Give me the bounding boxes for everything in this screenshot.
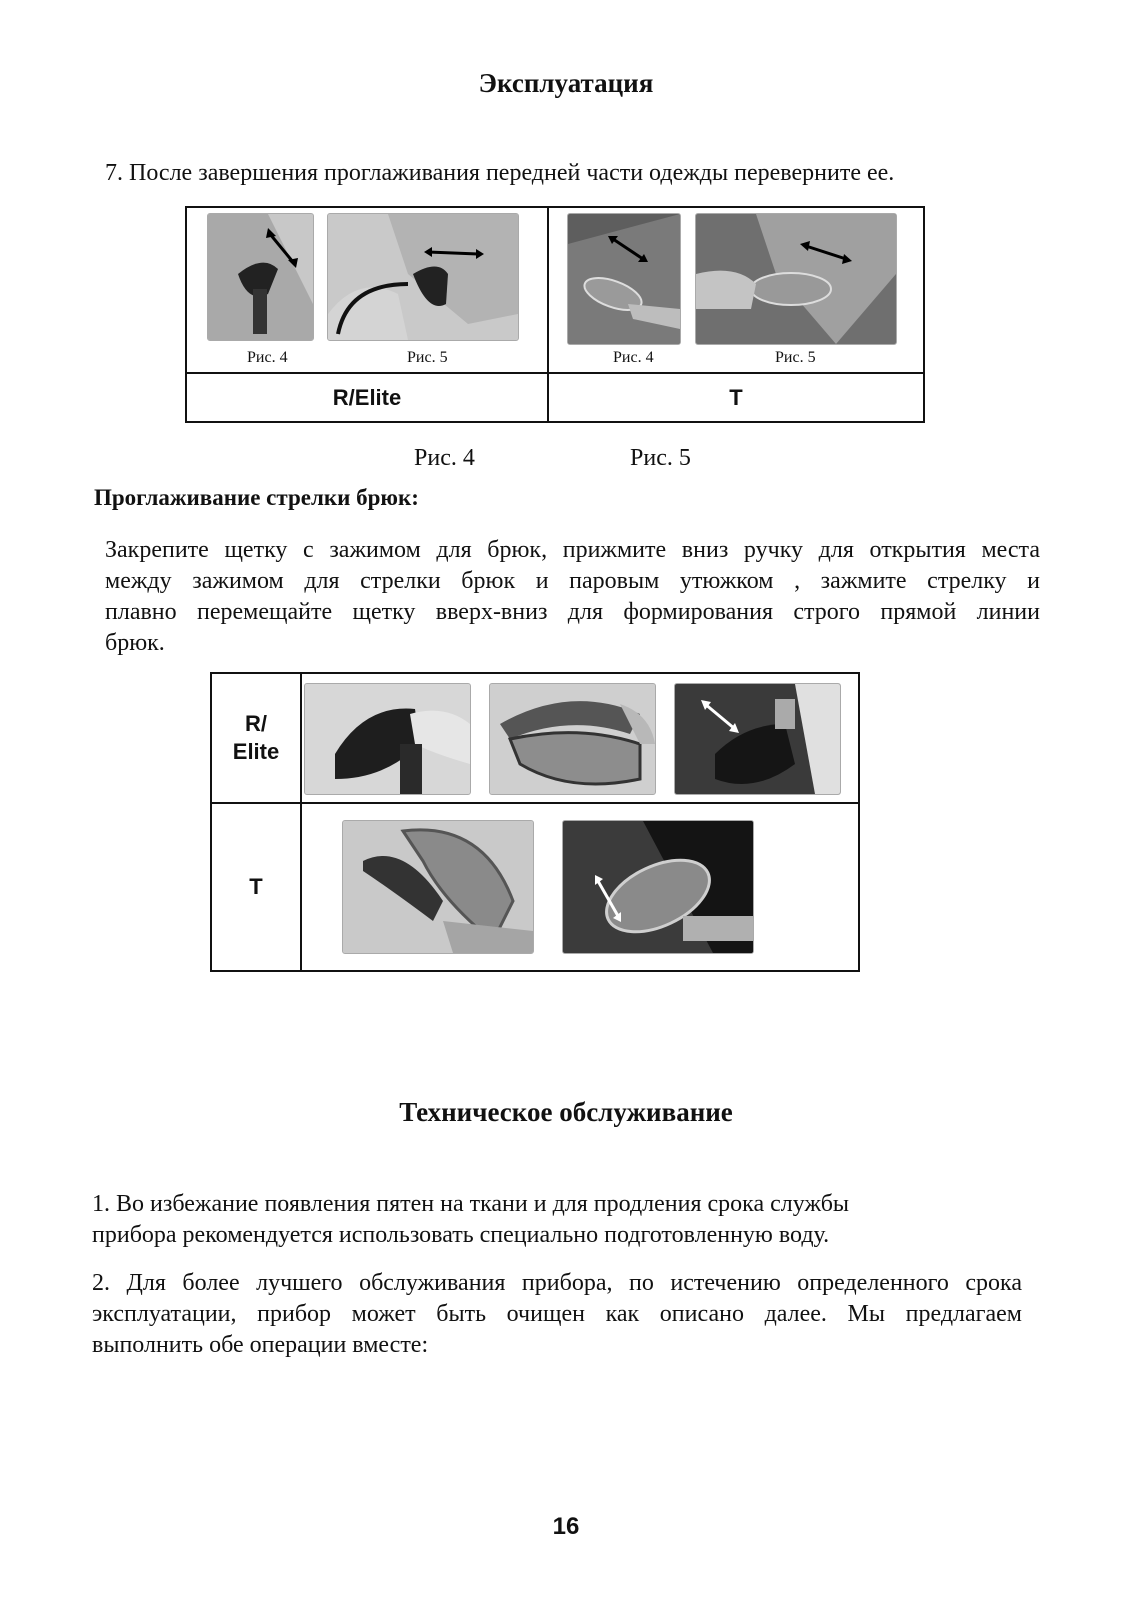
- paragraph-line: прибора рекомендуется использовать специально подготовленную воду.: [92, 1222, 830, 1248]
- section-title: Эксплуатация: [478, 68, 654, 98]
- step-7-text: 7. После завершения проглаживания передней части одежды переверните ее.: [105, 160, 895, 186]
- figure-table-2: [210, 672, 860, 972]
- caption-fig5-t: Рис. 5: [775, 349, 816, 366]
- photo-row-t: [301, 803, 859, 971]
- paragraph-line: брюк.: [105, 630, 165, 656]
- model-label-r-elite: R/Elite: [186, 373, 548, 422]
- photo-cell-r-elite: [186, 207, 548, 373]
- photo-fig4-t: [567, 213, 681, 345]
- photo-fig5-t: [695, 213, 897, 345]
- photo-row-r-elite: [301, 673, 859, 803]
- maintenance-item-1: [92, 1189, 1022, 1251]
- photo-clip-r-elite-3: [674, 683, 841, 795]
- paragraph-line: плавно перемещайте щетку вверх-вниз для формирования строго прямой линии: [105, 599, 1040, 625]
- maintenance-title: Техническое обслуживание: [399, 1097, 733, 1127]
- trouser-heading: Проглаживание стрелки брюк:: [94, 485, 419, 510]
- caption-fig5-r-elite: Рис. 5: [407, 349, 448, 366]
- paragraph-line: 2. Для более лучшего обслуживания прибора, по истечению определенного срока: [92, 1270, 1022, 1296]
- row-label-line: T: [249, 874, 263, 899]
- maintenance-item-2: [92, 1268, 1022, 1361]
- caption-fig4-r-elite: Рис. 4: [247, 349, 288, 366]
- photo-clip-t-2: [562, 820, 754, 954]
- row-label-t: [211, 803, 301, 971]
- caption-fig4-t: Рис. 4: [613, 349, 654, 366]
- photo-clip-r-elite-1: [304, 683, 471, 795]
- row-label-line: Elite: [232, 739, 280, 764]
- row-label-line: R/: [245, 711, 267, 736]
- figure-caption-4: Рис. 4: [414, 445, 475, 471]
- paragraph-line: между зажимом для стрелки брюк и паровым утюжком , зажмите стрелку и: [105, 568, 1040, 594]
- photo-clip-t-1: [342, 820, 534, 954]
- paragraph-line: выполнить обе операции вместе:: [92, 1332, 429, 1358]
- photo-cell-t: [548, 207, 924, 373]
- paragraph-line: 1. Во избежание появления пятен на ткани и для продления срока службы: [92, 1191, 850, 1217]
- paragraph-line: эксплуатации, прибор может быть очищен как описано далее. Мы предлагаем: [92, 1301, 1022, 1327]
- photo-fig5-r-elite: [327, 213, 519, 341]
- page-number: 16: [552, 1513, 580, 1540]
- figure-table-1: [185, 206, 925, 423]
- trouser-paragraph: [105, 535, 1040, 659]
- row-label-r-elite: [211, 673, 301, 803]
- photo-clip-r-elite-2: [489, 683, 656, 795]
- photo-fig4-r-elite: [207, 213, 314, 341]
- figure-caption-5: Рис. 5: [630, 445, 691, 471]
- paragraph-line: Закрепите щетку с зажимом для брюк, прижмите вниз ручку для открытия места: [105, 537, 1040, 563]
- model-label-t: T: [548, 373, 924, 422]
